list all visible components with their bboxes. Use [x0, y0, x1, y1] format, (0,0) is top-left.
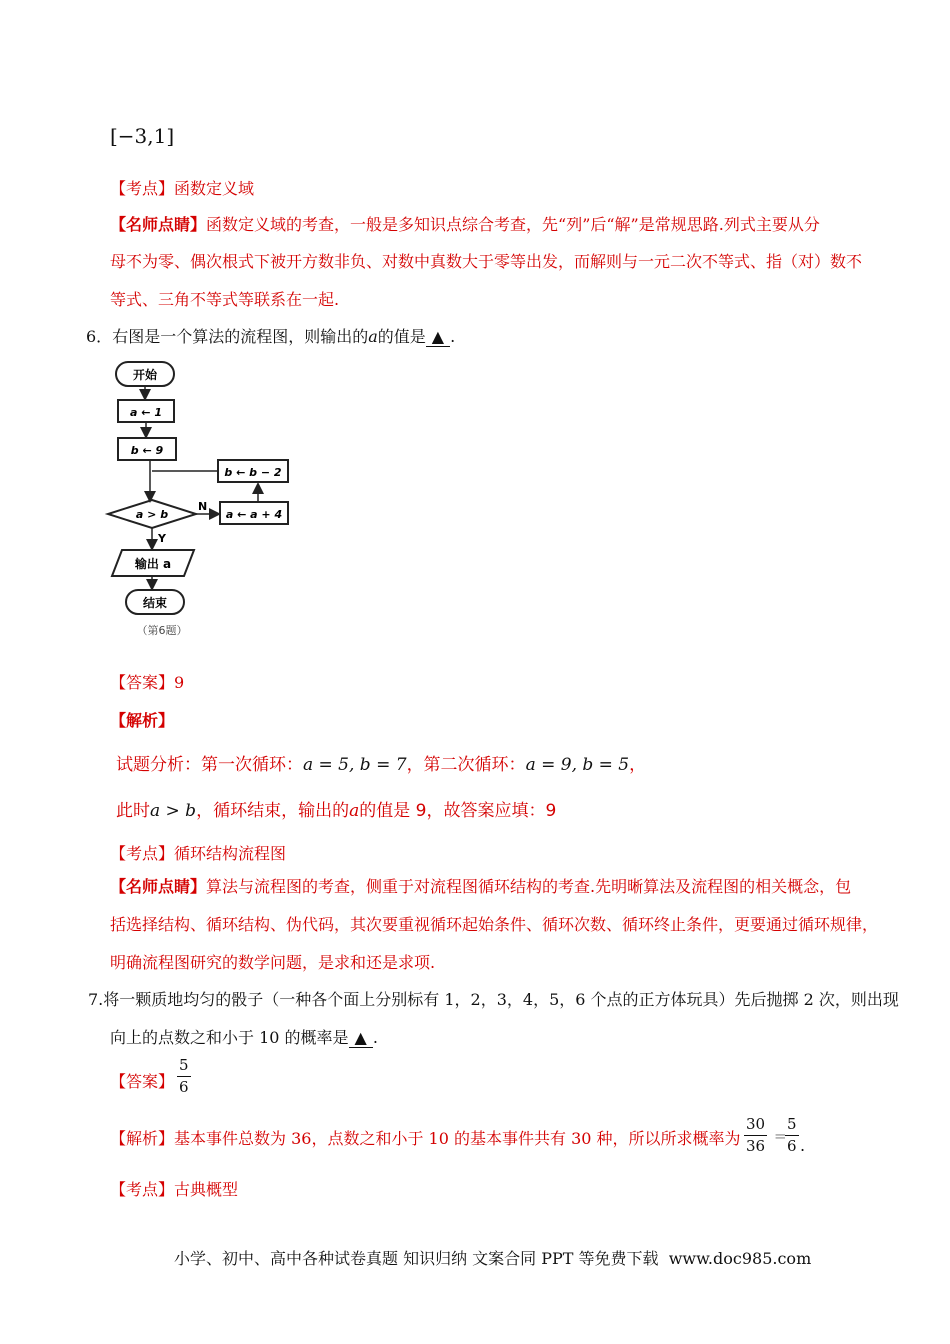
q6-mingshi-line1	[110, 874, 851, 897]
footer-url[interactable]: www.doc985.com	[668, 1249, 812, 1268]
q7-question-line2	[110, 1025, 378, 1048]
q7-question-line1	[88, 987, 899, 1010]
question-number: 7.	[88, 990, 104, 1009]
kaodian-label: 【考点】	[110, 179, 175, 198]
jiexi-text: 基本事件总数为 36，点数之和小于 10 的基本事件共有 30 种，所以所求概率为	[174, 1129, 741, 1148]
equals-sign: =	[774, 1127, 787, 1145]
answer-numerator: 5	[179, 1056, 189, 1074]
mingshi-label: 【名师点睛】	[110, 877, 207, 896]
kaodian-label: 【考点】	[110, 844, 175, 863]
frac2-denominator: 6	[787, 1137, 797, 1155]
kaodian-text: 古典概型	[174, 1180, 239, 1199]
q6-analysis-line1	[116, 750, 646, 775]
q5-kaodian	[110, 176, 254, 199]
assign-b-label: b ← 9	[130, 444, 164, 457]
analysis-math-2: a = 9, b = 5	[525, 755, 630, 775]
blank-triangle: ▲	[354, 1028, 367, 1047]
q6-mingshi-line2: 括选择结构、循环结构、伪代码，其次要重视循环起始条件、循环次数、循环终止条件，更要通过循环规律，	[110, 915, 879, 934]
mingshi-label: 【名师点睛】	[110, 215, 207, 234]
q7-jiexi	[110, 1126, 741, 1149]
q5-mingshi-line1	[110, 212, 820, 235]
answer-blank	[349, 1028, 373, 1048]
flowchart	[100, 350, 320, 645]
footer-text: 小学、初中、高中各种试卷真题 知识归纳 文案合同 PPT 等免费下载	[174, 1249, 659, 1268]
question-text: 右图是一个算法的流程图，则输出的	[112, 327, 369, 346]
question-text: 将一颗质地均匀的骰子（一种各个面上分别标有 1，2，3，4，5，6 个点的正方体玩具）先后抛掷 2 次，则出现	[103, 990, 899, 1009]
answer-denominator: 6	[179, 1078, 189, 1096]
question-number: 6．	[86, 327, 113, 346]
answer-label: 【答案】	[110, 673, 175, 692]
q6-answer	[110, 670, 184, 693]
kaodian-label: 【考点】	[110, 1180, 175, 1199]
q6-question	[86, 324, 455, 347]
assign-a-label: a ← 1	[130, 406, 162, 419]
question-text-2: 的值是	[377, 327, 426, 346]
answer-blank	[426, 327, 450, 347]
question-end: .	[450, 327, 456, 346]
fraction-bar	[177, 1076, 191, 1077]
q7-kaodian	[110, 1177, 238, 1200]
q6-mingshi-line3: 明确流程图研究的数学问题，是求和还是求项.	[110, 953, 436, 972]
q7-fraction-30-36	[744, 1117, 767, 1154]
analysis-var: a	[349, 801, 360, 821]
start-label: 开始	[132, 368, 158, 382]
analysis-text-4: 此时	[116, 801, 150, 821]
kaodian-text: 函数定义域	[174, 179, 255, 198]
end-label: 结束	[142, 596, 168, 610]
frac1-numerator: 30	[746, 1115, 766, 1133]
analysis-text-2: ，第二次循环：	[406, 755, 526, 775]
update-a-label: a ← a + 4	[225, 508, 283, 521]
fraction-bar	[744, 1135, 767, 1136]
footer	[174, 1246, 811, 1269]
q7-answer-label: 【答案】	[110, 1072, 175, 1091]
analysis-math-1: a = 5, b = 7	[303, 755, 407, 775]
kaodian-text: 循环结构流程图	[174, 844, 287, 863]
analysis-text-3: ，	[629, 755, 647, 775]
q7-answer-fraction	[177, 1058, 191, 1095]
q5-mingshi-line2: 母不为零、偶次根式下被开方数非负、对数中真数大于零等出发，而解则与一元二次不等式、指（对）数不	[110, 252, 863, 271]
q7-fraction-5-6	[785, 1117, 799, 1154]
flowchart-caption: （第6题）	[136, 624, 188, 637]
frac1-denominator: 36	[746, 1137, 766, 1155]
condition-label: a > b	[135, 508, 169, 521]
question-var: a	[368, 327, 378, 346]
analysis-text-6: 的值是 9，故答案应填：9	[359, 801, 557, 821]
jiexi-end: .	[800, 1136, 806, 1155]
question-end: .	[372, 1028, 378, 1047]
mingshi-text: 算法与流程图的考查，侧重于对流程图循环结构的考查.先明晰算法及流程图的相关概念，包	[206, 877, 852, 896]
interval-answer: [−3,1]	[110, 124, 175, 148]
output-label: 输出 a	[134, 557, 172, 571]
q5-mingshi-line3: 等式、三角不等式等联系在一起.	[110, 290, 340, 309]
q6-analysis-line2	[116, 796, 556, 821]
update-b-label: b ← b − 2	[224, 466, 282, 479]
mingshi-text: 函数定义域的考查，一般是多知识点综合考查，先“列”后“解”是常规思路.列式主要从分	[206, 215, 820, 234]
analysis-math-3: a > b	[150, 801, 197, 821]
yes-label: Y	[158, 532, 166, 545]
analysis-text-5: ，循环结束，输出的	[196, 801, 350, 821]
no-label: N	[198, 500, 208, 513]
question-text-2: 向上的点数之和小于 10 的概率是	[110, 1028, 349, 1047]
frac2-numerator: 5	[787, 1115, 797, 1133]
q6-kaodian	[110, 841, 286, 864]
answer-value: 9	[174, 673, 185, 692]
q6-jiexi-label: 【解析】	[110, 711, 175, 730]
analysis-text: 试题分析：第一次循环：	[116, 755, 303, 775]
blank-triangle: ▲	[431, 327, 445, 346]
jiexi-label: 【解析】	[110, 1129, 175, 1148]
fraction-bar	[785, 1135, 799, 1136]
